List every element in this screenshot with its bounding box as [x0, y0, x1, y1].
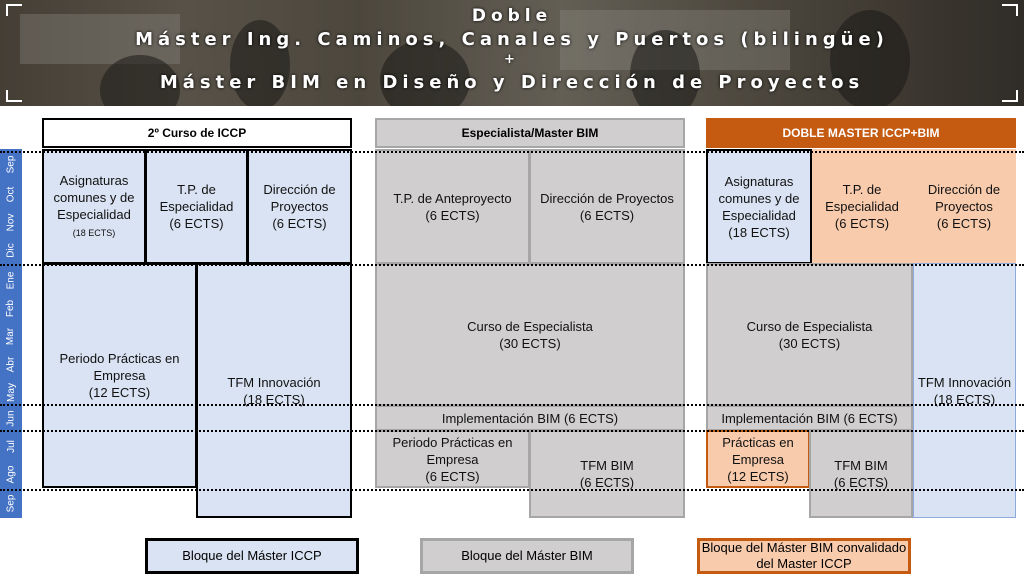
legend-bim-label: Bloque del Máster BIM: [461, 548, 593, 563]
doble-direccion-ects: (6 ECTS): [936, 216, 992, 231]
bim-direccion-block: [529, 149, 685, 264]
iccp-tp-label: T.P. de Especialidad: [159, 182, 234, 214]
doble-asignaturas-label: Asignaturas comunes y de Especialidad: [718, 173, 800, 223]
doble-tfm-bim-label: TFM BIM: [834, 458, 888, 473]
iccp-direccion-block: [247, 149, 352, 264]
month-ene: Ene: [5, 271, 17, 289]
doble-asignaturas-ects: (18 ECTS): [728, 224, 790, 240]
title-banner: [0, 0, 1024, 106]
divider-jul: [0, 430, 1024, 432]
iccp-practicas-block: [42, 263, 197, 488]
iccp-tp-block: [145, 149, 248, 264]
month-ago: Ago: [5, 465, 17, 483]
bim-anteproyecto-label: T.P. de Anteproyecto: [393, 190, 512, 206]
iccp-asignaturas-label: Asignaturas comunes y de Especialidad: [53, 172, 135, 222]
doble-curso-block: [706, 263, 913, 406]
legend-convalidado-label: Bloque del Máster BIM convalidado del Master ICCP: [701, 540, 907, 571]
iccp-practicas-label: Periodo Prácticas en Empresa: [59, 351, 180, 383]
doble-direccion-block: [912, 149, 1016, 264]
banner-line-2: Máster Ing. Caminos, Canales y Puertos (bilingüe): [135, 29, 889, 50]
month-jun: Jun: [5, 409, 17, 427]
iccp-direccion-label: Dirección de Proyectos: [263, 182, 336, 214]
legend-iccp: [145, 538, 359, 574]
iccp-asignaturas-ects: (18 ECTS): [72, 227, 116, 238]
bim-direccion-ects: (6 ECTS): [579, 207, 635, 223]
legend-bim: [420, 538, 634, 574]
month-abr: Abr: [5, 356, 17, 372]
legend-iccp-label: Bloque del Máster ICCP: [182, 548, 322, 563]
bim-tfm-block: [529, 430, 685, 518]
doble-curso-ects: (30 ECTS): [778, 335, 841, 351]
month-mar: Mar: [5, 327, 17, 345]
iccp-asignaturas-block: [42, 149, 146, 264]
doble-tfm-bim-block: [809, 430, 913, 518]
iccp-direccion-ects: (6 ECTS): [272, 216, 327, 231]
bim-practicas-block: [375, 430, 530, 488]
divider-jun: [0, 404, 1024, 406]
doble-tfm-innov-ects: (18 ECTS): [933, 391, 996, 407]
month-oct: Oct: [5, 186, 17, 202]
doble-tfm-innov-block: [913, 263, 1016, 518]
doble-practicas-ects: (12 ECTS): [727, 468, 789, 484]
bim-tfm-ects: (6 ECTS): [579, 475, 635, 490]
banner-line-4: Máster BIM en Diseño y Dirección de Proyectos: [159, 72, 865, 93]
month-may: May: [5, 382, 17, 402]
doble-curso-label: Curso de Especialista: [746, 318, 873, 334]
divider-sep: [0, 151, 1024, 153]
divider-ene: [0, 264, 1024, 266]
doble-tp-label: T.P. de Especialidad: [825, 182, 899, 214]
bim-practicas-ects: (6 ECTS): [425, 468, 480, 484]
iccp-tfm-block: [196, 263, 352, 518]
bim-curso-block: [375, 263, 685, 406]
doble-implementacion-block: [706, 405, 913, 431]
bim-tfm-label: TFM BIM: [580, 458, 634, 473]
iccp-practicas-ects: (12 ECTS): [88, 385, 151, 400]
doble-direccion-label: Dirección de Proyectos: [927, 182, 1001, 214]
doble-practicas-block: [706, 430, 810, 488]
bim-anteproyecto-block: [375, 149, 530, 264]
doble-tp-ects: (6 ECTS): [834, 216, 890, 231]
header-bim: [375, 118, 685, 148]
month-nov: Nov: [5, 213, 17, 231]
bim-anteproyecto-ects: (6 ECTS): [425, 207, 480, 223]
iccp-tfm-ects: (18 ECTS): [243, 391, 305, 407]
bim-implementacion-label: Implementación BIM (6 ECTS): [441, 410, 619, 426]
bim-curso-ects: (30 ECTS): [499, 335, 561, 351]
bim-direccion-label: Dirección de Proyectos: [540, 190, 674, 206]
banner-line-3: +: [504, 52, 520, 67]
header-bim-label: Especialista/Master BIM: [461, 126, 599, 140]
header-doble-label: DOBLE MASTER ICCP+BIM: [782, 126, 940, 140]
month-dic: Dic: [5, 242, 17, 258]
month-sep-2: Sep: [5, 494, 17, 512]
month-sep: Sep: [5, 155, 17, 174]
doble-implementacion-label: Implementación BIM (6 ECTS): [721, 410, 898, 426]
header-iccp: [42, 118, 352, 148]
doble-asignaturas-block: [706, 149, 812, 264]
banner-line-1: Doble: [471, 6, 553, 26]
doble-tfm-bim-ects: (6 ECTS): [833, 475, 889, 490]
doble-tfm-innov-label: TFM Innovación: [917, 374, 1012, 390]
doble-tp-block: [812, 149, 912, 264]
divider-sep-2: [0, 489, 1024, 491]
iccp-tfm-label: TFM Innovación: [227, 374, 321, 390]
iccp-tp-ects: (6 ECTS): [169, 216, 224, 231]
bim-curso-label: Curso de Especialista: [467, 318, 593, 334]
month-feb: Feb: [5, 299, 17, 317]
bim-implementacion-block: [375, 405, 685, 431]
header-doble: [706, 118, 1016, 148]
bim-practicas-label: Periodo Prácticas en Empresa: [392, 434, 513, 467]
header-iccp-label: 2º Curso de ICCP: [147, 126, 247, 140]
doble-practicas-label: Prácticas en Empresa: [722, 434, 794, 467]
month-jul: Jul: [5, 439, 17, 453]
legend-convalidado: [697, 538, 911, 574]
